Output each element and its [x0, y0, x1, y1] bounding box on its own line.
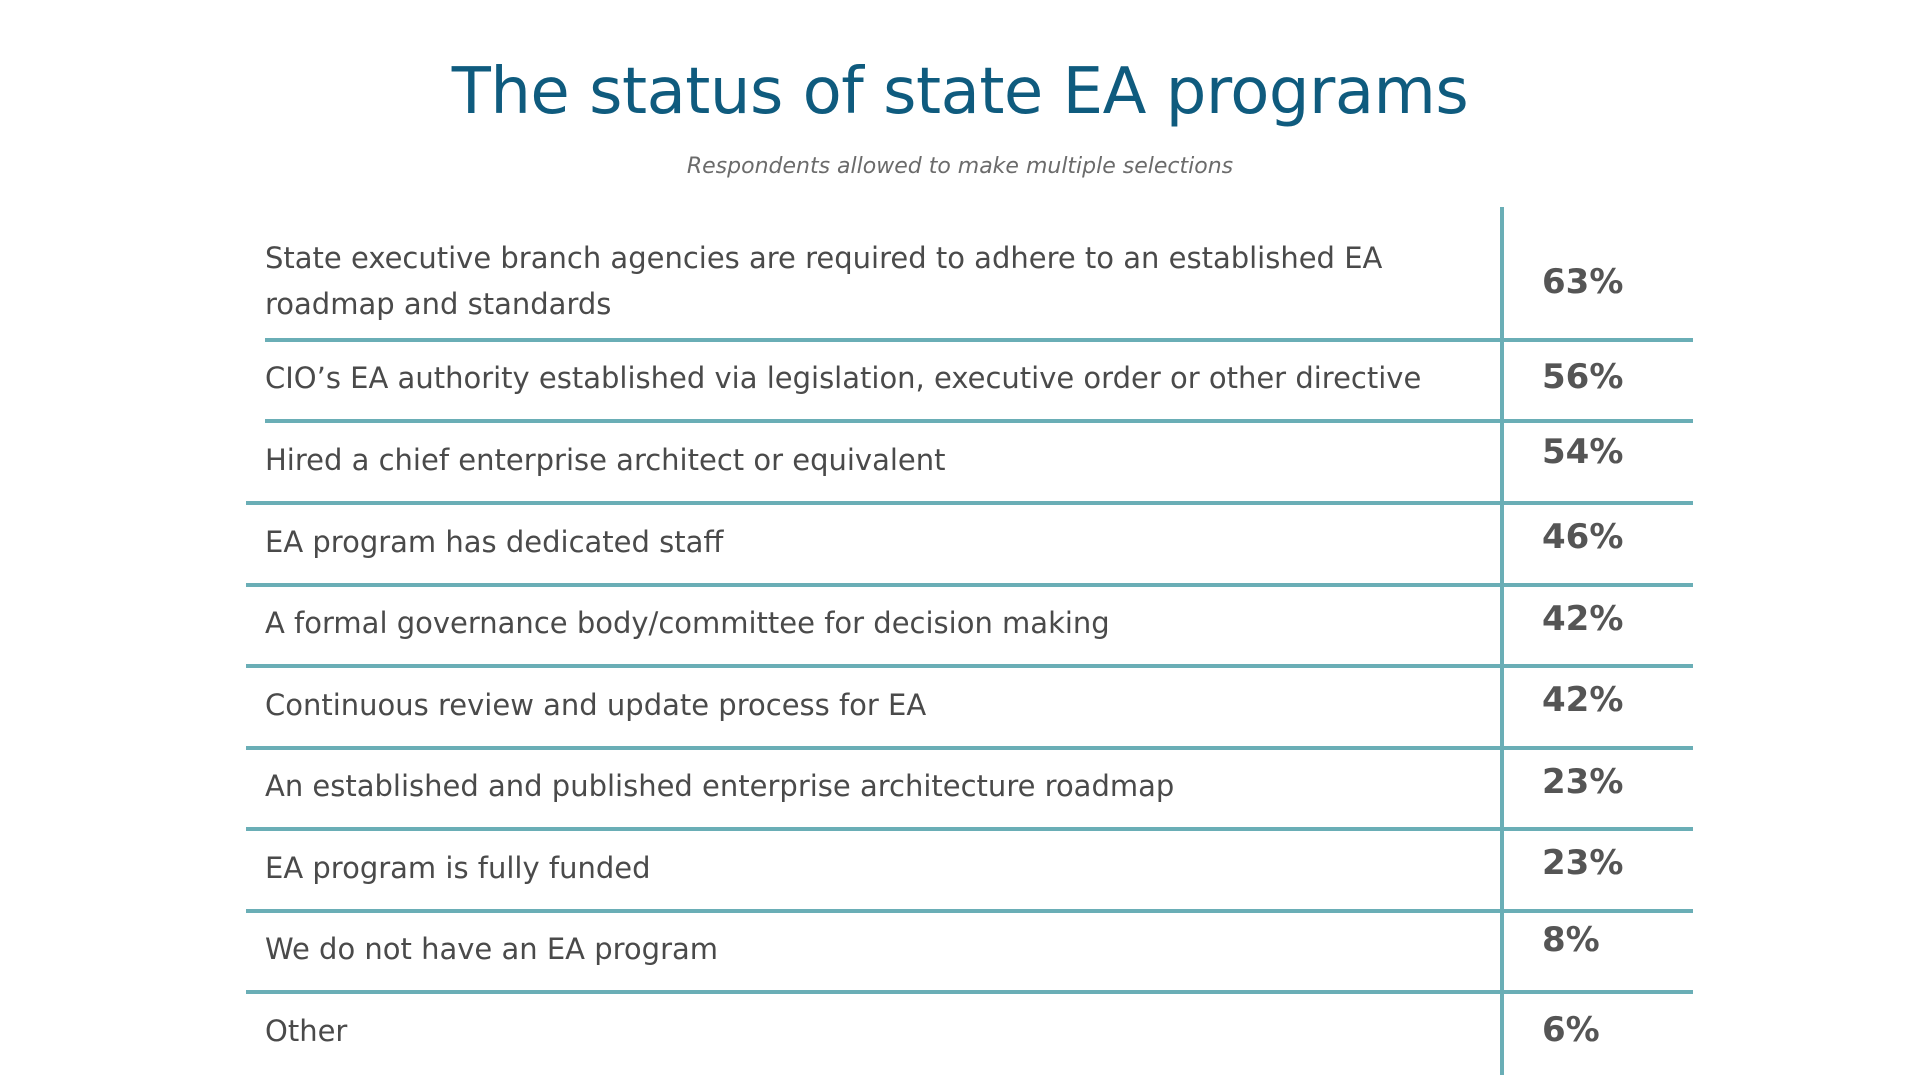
row-value: 8% [1542, 920, 1600, 960]
table-row [246, 587, 1693, 666]
row-label: CIO’s EA authority established via legislation, executive order or other directive [265, 361, 1422, 395]
table-row [246, 913, 1693, 992]
row-value: 46% [1542, 517, 1624, 557]
row-label: An established and published enterprise architecture roadmap [265, 769, 1175, 803]
row-divider [246, 827, 1693, 831]
row-label: Continuous review and update process for EA [265, 688, 927, 722]
row-divider [246, 501, 1693, 505]
table-row [246, 207, 1693, 340]
row-label: We do not have an EA program [265, 932, 719, 966]
table-row [246, 994, 1693, 1074]
table-row [246, 505, 1693, 585]
table-row [246, 342, 1693, 421]
chart-title: The status of state EA programs [451, 55, 1469, 129]
row-value: 56% [1542, 357, 1624, 397]
row-divider [246, 746, 1693, 750]
row-label: Other [265, 1014, 348, 1048]
status-table [246, 207, 1693, 1075]
table-row [246, 668, 1693, 748]
row-divider [246, 583, 1693, 587]
row-divider [246, 990, 1693, 994]
row-divider [265, 419, 1693, 423]
row-label: A formal governance body/committee for decision making [265, 606, 1110, 640]
row-label: EA program has dedicated staff [265, 525, 724, 559]
row-value: 42% [1542, 599, 1624, 639]
chart-subtitle: Respondents allowed to make multiple selections [686, 154, 1234, 179]
row-value: 23% [1542, 843, 1624, 883]
row-value: 63% [1542, 262, 1624, 302]
table-row [246, 423, 1693, 503]
row-value: 54% [1542, 432, 1624, 472]
row-value: 42% [1542, 680, 1624, 720]
row-value: 23% [1542, 762, 1624, 802]
row-label: Hired a chief enterprise architect or equivalent [265, 443, 946, 477]
row-value: 6% [1542, 1010, 1600, 1050]
row-label: State executive branch agencies are required to adhere to an established EA roadmap and standards [265, 241, 1383, 321]
row-divider [246, 664, 1693, 668]
table-row [246, 831, 1693, 911]
row-label: EA program is fully funded [265, 851, 651, 885]
table-row [246, 750, 1693, 829]
row-divider [265, 338, 1693, 342]
row-divider [246, 909, 1693, 913]
